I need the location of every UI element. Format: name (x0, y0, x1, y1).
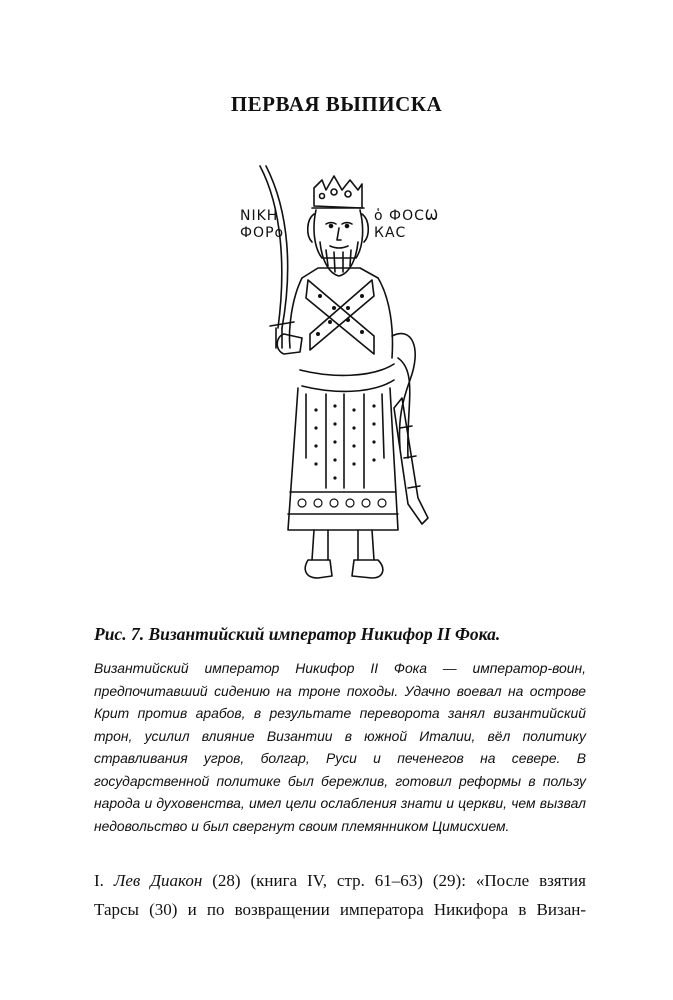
inscription-left-line-1: NIKH (240, 208, 279, 224)
author-name: Лев Диакон (113, 871, 203, 890)
body-paragraph (94, 866, 586, 924)
right-shoe (352, 560, 383, 578)
section-number: I. (94, 871, 114, 890)
crown (314, 176, 362, 208)
tunic (288, 388, 398, 530)
body-line-1 (94, 866, 586, 895)
figure-caption-text: Византийский император Никифор II Фока — император-воин, предпочитавший сидению на троне походы. Удачно воевал на острове Крит против арабов, в результате переворота занял византийский трон, усилил влияние Византии в южной Италии, вёл политику стравливания угров, болгар, Руси и печенегов на севере. В государственной политике был бережлив, готовил реформы в пользу народа и духовенства, имел цели ослабления знати и церкви, чем вызвал недовольство и был свергнут своим племянником Цимисхием. (94, 660, 586, 834)
loros-sash (306, 280, 374, 354)
inscription-left-line-2: ФОРо (240, 225, 285, 241)
figure-inscription-right (374, 208, 439, 242)
sword-blade (260, 166, 282, 328)
page-title: ПЕРВАЯ ВЫПИСКА (230, 92, 443, 116)
right-arm (378, 278, 392, 358)
drapery (392, 334, 415, 448)
scabbard (394, 398, 428, 524)
inscription-right-line-2: КАС (374, 225, 407, 241)
body-line-2: Тарсы (30) и по возвращении императора Никифора в Визан- (94, 900, 586, 919)
inscription-right-line-1: ὁ ФОϹѠ (374, 208, 439, 224)
left-shoe (305, 560, 332, 578)
body-line-1-rest: (28) (книга IV, стр. 61–63) (29): «После взятия (202, 871, 586, 890)
figure-caption-title: Рис. 7. Византийский император Никифор II Фока. (94, 624, 501, 644)
figure-inscription-left (240, 208, 284, 242)
